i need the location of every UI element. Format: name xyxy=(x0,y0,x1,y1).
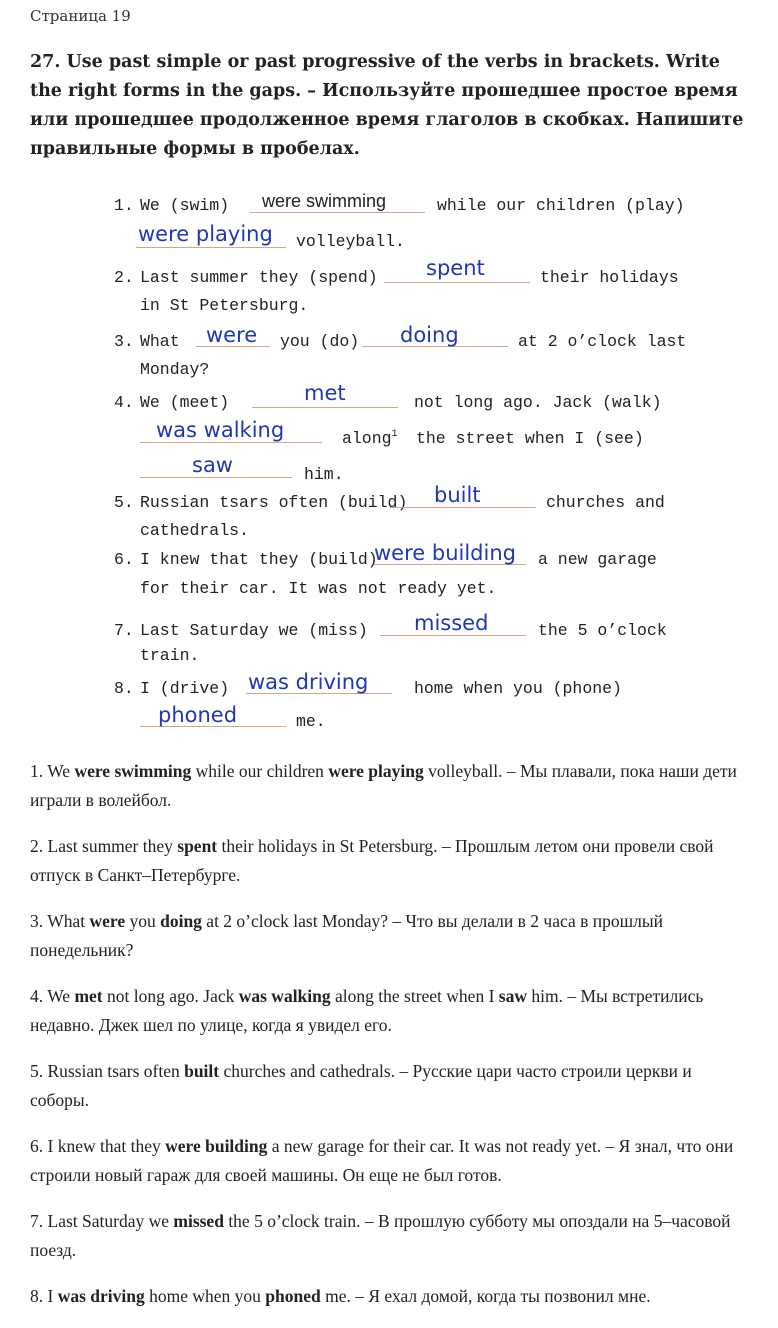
item-4-answer-2: was walking xyxy=(156,418,285,442)
item-4-text-e: him. xyxy=(304,465,344,484)
answer-verb: built xyxy=(184,1061,220,1081)
item-2-number: 2. xyxy=(114,268,134,287)
answer-text: We xyxy=(47,761,75,781)
answers-list xyxy=(30,757,755,1328)
item-5-text-a: Russian tsars often (build) xyxy=(140,493,408,512)
item-7-answer-1: missed xyxy=(414,611,489,635)
answer-number: 7. xyxy=(30,1211,48,1231)
item-4-number: 4. xyxy=(114,393,134,412)
answer-text: you xyxy=(125,911,161,931)
item-5-text-c: cathedrals. xyxy=(140,521,249,540)
answer-item xyxy=(30,757,755,815)
item-8-text-b: home when you (phone) xyxy=(414,679,622,698)
answer-text: not long ago. Jack xyxy=(102,986,239,1006)
item-4-text-a: We (meet) xyxy=(140,393,230,412)
item-1-text-a: We (swim) xyxy=(140,196,230,215)
item-3-answer-1: were xyxy=(206,323,258,347)
item-1-text-b: while our children (play) xyxy=(437,196,685,215)
answer-text: What xyxy=(47,911,90,931)
answer-verb: saw xyxy=(498,986,527,1006)
answer-verb: was walking xyxy=(238,986,331,1006)
answer-verb: phoned xyxy=(265,1286,321,1306)
answer-text: churches and cathedrals. – Русские цари часто строили церкви и соборы. xyxy=(30,1061,692,1110)
item-4-text-d: the street when I (see) xyxy=(416,429,644,448)
item-8-answer-1: was driving xyxy=(248,670,369,694)
item-8-answer-2: phoned xyxy=(158,703,238,727)
item-4-gap-1 xyxy=(252,407,398,408)
answer-item xyxy=(30,832,755,890)
answer-number: 5. xyxy=(30,1061,48,1081)
item-4-text-b: not long ago. Jack (walk) xyxy=(414,393,662,412)
answer-number: 3. xyxy=(30,911,48,931)
item-5-text-b: churches and xyxy=(546,493,665,512)
item-5-answer-1: built xyxy=(434,483,481,507)
answer-verb: spent xyxy=(177,836,218,856)
answer-text: Last Saturday we xyxy=(47,1211,174,1231)
item-3-text-a: What xyxy=(140,332,180,351)
answer-verb: were swimming xyxy=(74,761,192,781)
answer-text: him. – Мы встретились недавно. Джек шел по улице, когда я увидел его. xyxy=(30,986,704,1035)
item-1-text-c: volleyball. xyxy=(296,232,405,251)
answer-verb: were building xyxy=(165,1136,268,1156)
item-1-answer-1: were swimming xyxy=(262,191,387,211)
item-3-number: 3. xyxy=(114,332,134,351)
item-4-gap-2 xyxy=(140,442,322,443)
item-4-footnote-mark: 1 xyxy=(391,429,398,440)
item-8-text-a: I (drive) xyxy=(140,679,230,698)
task-instruction: 27. Use past simple or past progressive of the verbs in brackets. Write the right forms in the gaps. – Используйте прошедшее простое время или прошедшее продолженное время глаголов в скобках. Напишите правильные формы в пробелах. xyxy=(30,52,744,159)
answer-item xyxy=(30,1282,755,1311)
answer-text: I knew that they xyxy=(47,1136,166,1156)
answer-text: their holidays in St Petersburg. – Прошлым летом они провели свой отпуск в Санкт–Петербурге. xyxy=(30,836,714,885)
item-4-along: along xyxy=(342,429,392,448)
answer-verb: missed xyxy=(173,1211,224,1231)
item-6-answer-1: were building xyxy=(374,541,516,565)
answer-item xyxy=(30,1057,755,1115)
item-2-text-a: Last summer they (spend) xyxy=(140,268,378,287)
page-label: Страница 19 xyxy=(30,7,131,25)
answer-number: 2. xyxy=(30,836,48,856)
item-3-answer-2: doing xyxy=(400,323,459,347)
answer-item xyxy=(30,1132,755,1190)
item-3-text-b: you (do) xyxy=(280,332,360,351)
answer-text: the 5 o’clock train. – В прошлую субботу мы опоздали на 5–часовой поезд. xyxy=(30,1211,731,1260)
answer-verb: were xyxy=(89,911,126,931)
item-1-gap-2 xyxy=(136,247,286,248)
answer-text: We xyxy=(47,986,75,1006)
item-2-text-c: in St Petersburg. xyxy=(140,296,309,315)
answer-number: 1. xyxy=(30,761,48,781)
answer-text: while our children xyxy=(191,761,329,781)
item-1-gap-1 xyxy=(250,212,425,213)
answer-text: at 2 o’clock last Monday? – Что вы делали в 2 часа в прошлый понедельник? xyxy=(30,911,663,960)
item-6-text-c: for their car. It was not ready yet. xyxy=(140,579,497,598)
item-6-text-a: I knew that they (build) xyxy=(140,550,378,569)
answer-text: I xyxy=(47,1286,58,1306)
answer-number: 8. xyxy=(30,1286,48,1306)
answer-text: me. – Я ехал домой, когда ты позвонил мне. xyxy=(320,1286,651,1306)
answer-text: along the street when I xyxy=(330,986,499,1006)
item-7-gap-1 xyxy=(380,635,526,636)
item-2-gap-1 xyxy=(384,282,530,283)
item-4-gap-3 xyxy=(140,477,292,478)
item-2-answer-1: spent xyxy=(426,256,485,280)
answer-text: volleyball. – Мы плавали, пока наши дети играли в волейбол. xyxy=(30,761,737,810)
item-5-gap-1 xyxy=(390,507,536,508)
answer-verb: was driving xyxy=(57,1286,145,1306)
item-1-answer-2: were playing xyxy=(138,222,273,246)
item-7-text-a: Last Saturday we (miss) xyxy=(140,621,368,640)
item-3-text-d: Monday? xyxy=(140,360,210,379)
answer-text: home when you xyxy=(144,1286,266,1306)
item-6-text-b: a new garage xyxy=(538,550,657,569)
item-7-text-b: the 5 o’clock xyxy=(538,621,667,640)
item-7-number: 7. xyxy=(114,621,134,640)
item-3-text-c: at 2 o’clock last xyxy=(518,332,687,351)
item-1-number: 1. xyxy=(114,196,134,215)
item-5-number: 5. xyxy=(114,493,134,512)
item-8-number: 8. xyxy=(114,679,134,698)
answer-item xyxy=(30,1207,755,1265)
item-4-answer-3: saw xyxy=(192,453,233,477)
item-7-text-c: train. xyxy=(140,646,200,665)
answer-verb: doing xyxy=(160,911,202,931)
item-4-answer-1: met xyxy=(304,381,346,405)
item-4-text-c xyxy=(342,429,398,448)
answer-number: 6. xyxy=(30,1136,48,1156)
answer-text: a new garage for their car. It was not ready yet. – Я знал, что они строили новый гараж для своей машины. Он еще не был готов. xyxy=(30,1136,734,1185)
answer-verb: were playing xyxy=(328,761,424,781)
item-2-text-b: their holidays xyxy=(540,268,679,287)
answer-text: Last summer they xyxy=(47,836,178,856)
item-6-number: 6. xyxy=(114,550,134,569)
answer-item xyxy=(30,907,755,965)
answer-verb: met xyxy=(74,986,103,1006)
answer-text: Russian tsars often xyxy=(47,1061,185,1081)
answer-number: 4. xyxy=(30,986,48,1006)
answer-item xyxy=(30,982,755,1040)
item-8-text-c: me. xyxy=(296,712,326,731)
